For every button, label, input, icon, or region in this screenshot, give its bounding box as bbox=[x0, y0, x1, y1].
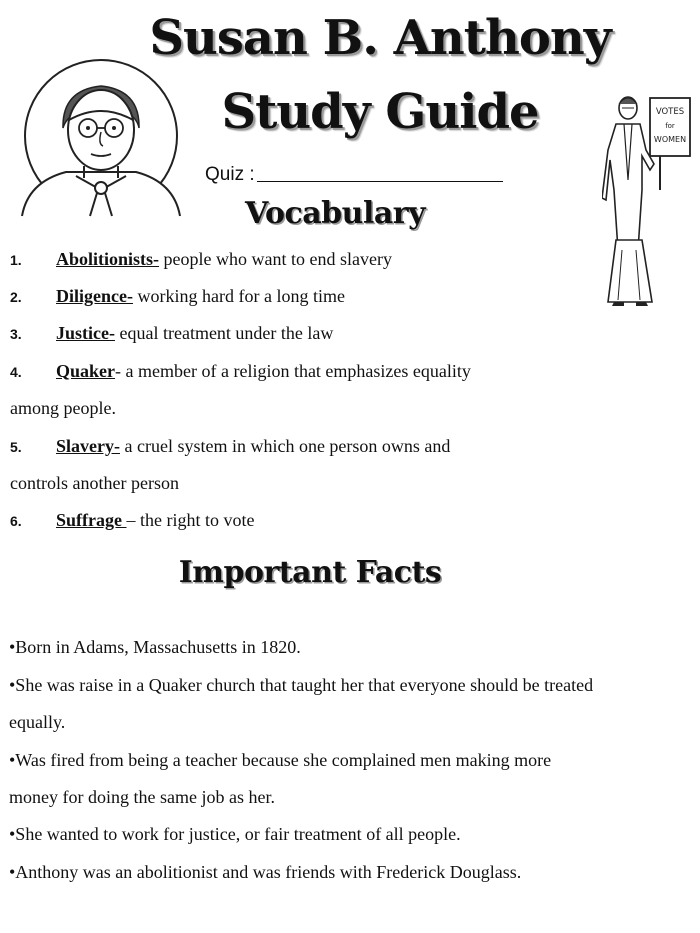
vocab-number: 3. bbox=[10, 326, 22, 342]
sign-text-votes: VOTES bbox=[655, 107, 685, 117]
vocab-definition: equal treatment under the law bbox=[114, 323, 334, 343]
vocab-definition: a cruel system in which one person owns and bbox=[119, 436, 451, 456]
vocab-definition: people who want to end slavery bbox=[159, 249, 392, 269]
fact-line-2: •She was raise in a Quaker church that taught her that everyone should be treated bbox=[9, 675, 594, 695]
fact-line-3: equally. bbox=[9, 712, 66, 732]
vocab-item-2 bbox=[10, 284, 345, 309]
vocab-item-6 bbox=[10, 508, 254, 533]
quiz-blank-line[interactable] bbox=[257, 163, 503, 182]
important-facts-heading: Important Facts bbox=[178, 555, 442, 590]
vocab-term: Diligence- bbox=[56, 286, 133, 306]
quiz-field bbox=[205, 163, 503, 186]
vocab-item-4-continuation: among people. bbox=[10, 398, 116, 418]
vocabulary-heading: Vocabulary bbox=[244, 196, 426, 231]
sign-text-for: for bbox=[665, 122, 675, 130]
vocab-definition: – the right to vote bbox=[126, 510, 255, 530]
vocab-item-3 bbox=[10, 321, 333, 346]
vocab-definition: - a member of a religion that emphasizes equality bbox=[115, 361, 471, 381]
page-title-line2: Study Guide bbox=[221, 84, 539, 140]
vocab-item-5 bbox=[10, 434, 450, 459]
fact-line-5: money for doing the same job as her. bbox=[9, 787, 275, 807]
vocab-number: 4. bbox=[10, 364, 22, 380]
vocab-term: Justice- bbox=[56, 323, 115, 343]
vocab-number: 1. bbox=[10, 252, 22, 268]
fact-line-6: •She wanted to work for justice, or fair treatment of all people. bbox=[9, 824, 461, 844]
vocab-item-1 bbox=[10, 247, 392, 272]
vocab-number: 6. bbox=[10, 513, 22, 529]
vocab-number: 2. bbox=[10, 289, 22, 305]
fact-line-4: •Was fired from being a teacher because she complained men making more bbox=[9, 750, 552, 770]
vocab-term: Quaker bbox=[56, 361, 116, 381]
vocab-term: Suffrage bbox=[56, 510, 127, 530]
page-title-line1: Susan B. Anthony bbox=[149, 10, 611, 66]
vocab-term: Abolitionists- bbox=[56, 249, 160, 269]
vocab-term: Slavery- bbox=[56, 436, 120, 456]
quiz-label: Quiz : bbox=[205, 164, 255, 185]
fact-line-1: •Born in Adams, Massachusetts in 1820. bbox=[9, 637, 301, 657]
sign-text-women: WOMEN bbox=[653, 135, 687, 144]
vocab-item-4 bbox=[10, 359, 471, 384]
vocab-definition: working hard for a long time bbox=[132, 286, 345, 306]
fact-line-7: •Anthony was an abolitionist and was friends with Frederick Douglass. bbox=[9, 862, 522, 882]
vocab-number: 5. bbox=[10, 439, 22, 455]
vocab-item-5-continuation: controls another person bbox=[10, 473, 179, 493]
